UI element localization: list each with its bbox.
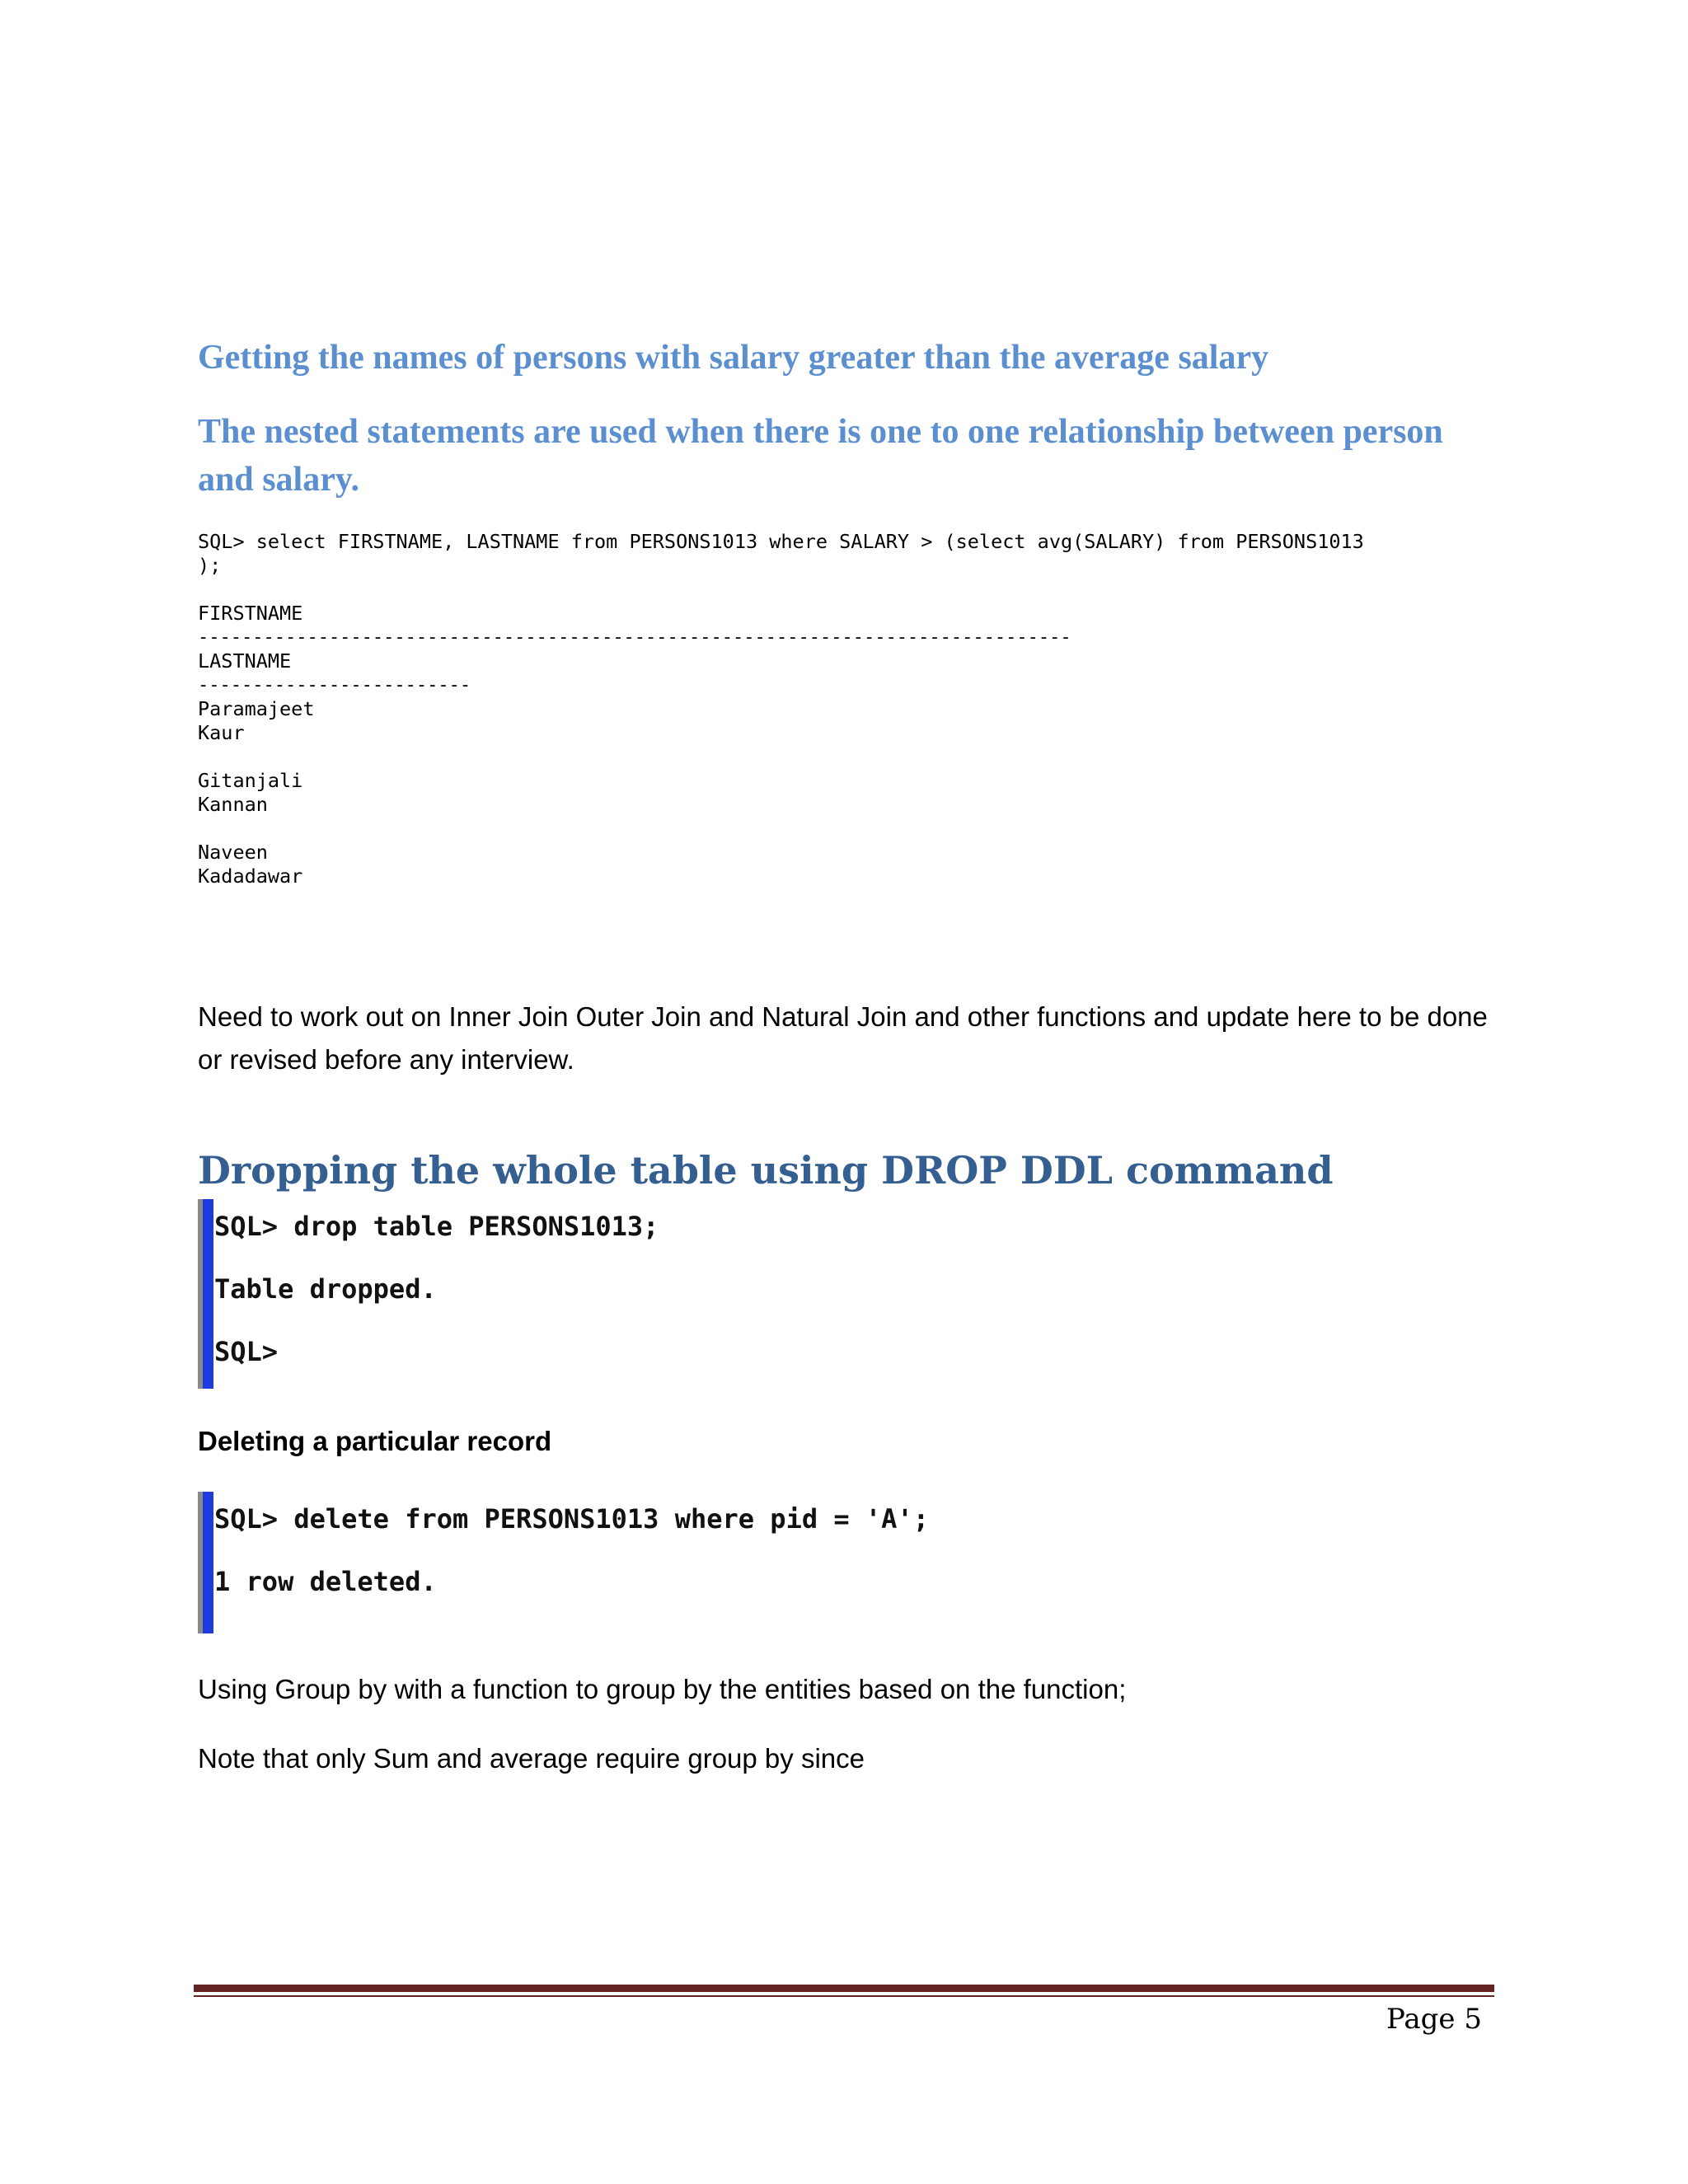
console-line: SQL> drop table PERSONS1013; <box>214 1211 659 1242</box>
console-line: Kannan <box>198 793 268 816</box>
selection-marker <box>203 1199 213 1389</box>
group-by-paragraph: Using Group by with a function to group by the entities based on the function; <box>198 1674 1127 1704</box>
footer-rule-thick <box>194 1985 1494 1992</box>
console-line: ------------------------- <box>198 675 471 696</box>
console-line: -------------------------------------------------------------------------------- <box>198 627 1071 648</box>
console-line: Kaur <box>198 721 245 744</box>
console-line: SQL> delete from PERSONS1013 where pid = 'A'; <box>214 1503 929 1535</box>
sum-average-paragraph: Note that only Sum and average require group by since <box>198 1743 865 1774</box>
console-line <box>198 745 1364 769</box>
heading-nested-statements: The nested statements are used when there is one to one relationship between person and salary. <box>198 413 1443 499</box>
console-line: Kadadawar <box>198 865 303 888</box>
console-line <box>198 817 1364 841</box>
query-console <box>198 530 1364 888</box>
console-line: LASTNAME <box>198 649 292 673</box>
console-line: ); <box>198 554 222 577</box>
selection-marker <box>203 1492 213 1633</box>
console-line <box>198 578 1364 602</box>
drop-console <box>198 1199 940 1389</box>
console-line: 1 row deleted. <box>214 1566 437 1597</box>
delete-console <box>198 1492 1022 1633</box>
heading-avg-salary: Getting the names of persons with salary greater than the average salary <box>198 339 1269 377</box>
footer-rule-thin <box>194 1995 1494 1997</box>
console-line: FIRSTNAME <box>198 602 303 625</box>
page-number: Page 5 <box>1386 2003 1482 2036</box>
console-line: SQL> <box>214 1336 279 1367</box>
heading-drop-table: Dropping the whole table using DROP DDL command <box>198 1148 1334 1193</box>
heading-delete-record: Deleting a particular record <box>198 1426 552 1456</box>
console-line: SQL> select FIRSTNAME, LASTNAME from PERSONS1013 where SALARY > (select avg(SALARY) from PERSONS1013 <box>198 530 1364 553</box>
console-line: Gitanjali <box>198 769 303 792</box>
console-line: Paramajeet <box>198 697 315 720</box>
console-line: Table dropped. <box>214 1273 437 1305</box>
console-line: Naveen <box>198 841 268 864</box>
note-paragraph: Need to work out on Inner Join Outer Join and Natural Join and other functions and update here to be done or revised before any interview. <box>198 1001 1488 1075</box>
